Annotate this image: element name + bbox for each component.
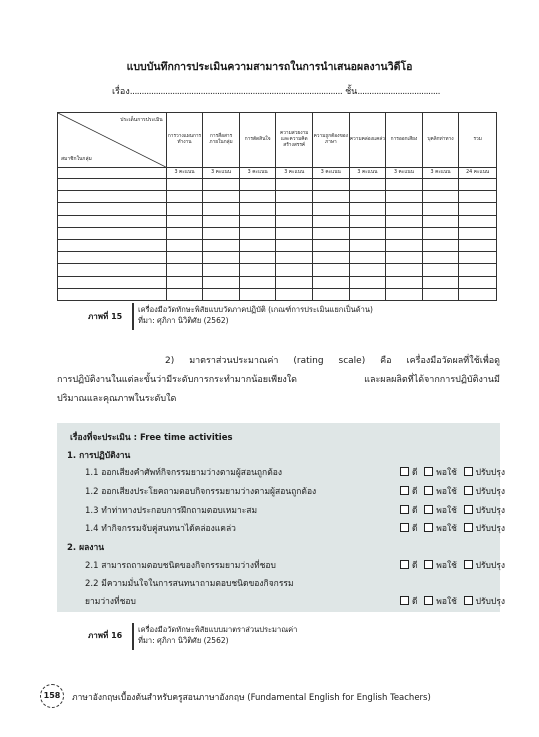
form-topic: เรื่องที่จะประเมิน : Free time activities xyxy=(70,433,233,443)
criterion-header: ความสวยงามและความคิดสร้างสรรค์ xyxy=(276,113,313,168)
criterion-header: การวางแผนการทำงาน xyxy=(166,113,203,168)
checkbox[interactable] xyxy=(400,560,409,569)
checkbox[interactable] xyxy=(424,486,433,495)
class-label: ชั้น xyxy=(345,87,358,97)
checkbox[interactable] xyxy=(400,505,409,514)
page-number: 158 xyxy=(40,684,64,708)
checkbox[interactable] xyxy=(400,486,409,495)
section-heading: 1. การปฏิบัติงาน xyxy=(67,451,131,461)
figure-16-label: ภาพที่ 16 xyxy=(88,631,123,640)
criterion-header: รวม xyxy=(459,113,497,168)
subject-blank: .......................................................................................... xyxy=(129,87,343,97)
rating-options: ดี พอใช้ ปรับปรุง xyxy=(400,558,509,572)
checkbox[interactable] xyxy=(464,467,473,476)
table-row xyxy=(58,264,497,276)
checkbox[interactable] xyxy=(464,596,473,605)
checkbox[interactable] xyxy=(424,560,433,569)
score-cell: 3 คะแนน xyxy=(386,168,423,179)
criterion-header: ความคล่องแคล่ว xyxy=(349,113,386,168)
figure-15-caption xyxy=(138,305,373,327)
checkbox[interactable] xyxy=(424,467,433,476)
checkbox[interactable] xyxy=(400,596,409,605)
form-item-continued: ยามว่างที่ชอบ xyxy=(85,597,136,607)
checkbox[interactable] xyxy=(424,523,433,532)
members-axis-label: สมาชิกในกลุ่ม xyxy=(61,155,92,162)
table-row xyxy=(58,179,497,191)
checkbox[interactable] xyxy=(464,523,473,532)
form-item: 1.1 ออกเสียงคำศัพท์กิจกรรมยามว่างตามผู้สอนถูกต้อง xyxy=(85,468,282,478)
criterion-header: ความถูกต้องของภาษา xyxy=(313,113,350,168)
figure-16-caption xyxy=(138,625,297,647)
rubric-score-row xyxy=(58,168,497,179)
rating-options: ดี พอใช้ ปรับปรุง xyxy=(400,503,509,517)
form-item: 1.2 ออกเสียงประโยคถามตอบกิจกรรมยามว่างตามผู้สอนถูกต้อง xyxy=(85,487,317,497)
score-cell: 3 คะแนน xyxy=(203,168,240,179)
figure-16-source: ที่มา: ศุภิกา นิวิติศัย (2562) xyxy=(138,635,229,645)
checkbox[interactable] xyxy=(400,467,409,476)
rating-options: ดี พอใช้ ปรับปรุง xyxy=(400,465,509,479)
checkbox[interactable] xyxy=(464,560,473,569)
figure-16-caption-text: เครื่องมือวัดทักษะพิสัยแบบมาตราส่วนประมาณค่า xyxy=(138,625,298,634)
caption-bar xyxy=(132,303,134,330)
criterion-header: บุคลิกท่าทาง xyxy=(422,113,459,168)
table-row xyxy=(58,203,497,215)
score-cell: 3 คะแนน xyxy=(313,168,350,179)
rating-options: ดี พอใช้ ปรับปรุง xyxy=(400,521,509,535)
rubric-table xyxy=(57,112,497,301)
rating-options: ดี พอใช้ ปรับปรุง xyxy=(400,594,509,608)
criterion-header: การสื่อสารภายในกลุ่ม xyxy=(203,113,240,168)
checkbox[interactable] xyxy=(400,523,409,532)
score-cell: 3 คะแนน xyxy=(349,168,386,179)
caption-bar xyxy=(132,623,134,650)
form-item: 1.3 ทำท่าทางประกอบการฝึกถามตอบเหมาะสม xyxy=(85,506,258,516)
table-row xyxy=(58,215,497,227)
rating-scale-form xyxy=(57,423,506,612)
paragraph-line: 2) มาตราส่วนประมาณค่า (rating scale) คือ เครื่องมือวัดผลที่ใช้เพื่อดู xyxy=(165,356,500,366)
score-cell: 3 คะแนน xyxy=(276,168,313,179)
figure-15-caption-text: เครื่องมือวัดทักษะพิสัยแบบวัดภาคปฏิบัติ (เกณฑ์การประเมินแยกเป็นด้าน) xyxy=(138,305,373,314)
form-item: 1.4 ทำกิจกรรมจับคู่สนทนาได้คล่องแคล่ว xyxy=(85,524,236,534)
score-cell xyxy=(58,168,167,179)
table-row xyxy=(58,227,497,239)
score-cell: 3 คะแนน xyxy=(239,168,276,179)
score-cell: 3 คะแนน xyxy=(422,168,459,179)
table-row xyxy=(58,252,497,264)
score-cell: 3 คะแนน xyxy=(166,168,203,179)
table-row xyxy=(58,288,497,300)
class-blank: ................................... xyxy=(357,87,440,97)
checkbox[interactable] xyxy=(464,505,473,514)
score-cell: 24 คะแนน xyxy=(459,168,497,179)
checkbox[interactable] xyxy=(424,596,433,605)
criterion-header: การตัดสินใจ xyxy=(239,113,276,168)
form-item: 2.2 มีความมั่นใจในการสนทนาถามตอบชนิดของกิจกรรม xyxy=(85,579,294,589)
running-footer: ภาษาอังกฤษเบื้องต้นสำหรับครูสอนภาษาอังกฤษ (Fundamental English for English Teachers) xyxy=(72,693,431,703)
section-heading: 2. ผลงาน xyxy=(67,543,105,553)
subject-label: เรื่อง xyxy=(112,87,130,97)
rating-options: ดี พอใช้ ปรับปรุง xyxy=(400,484,509,498)
page-title: แบบบันทึกการประเมินความสามารถในการนำเสนอผลงานวิดีโอ xyxy=(126,61,413,73)
table-row xyxy=(58,276,497,288)
criteria-axis-label: ประเด็นการประเมิน xyxy=(120,117,163,123)
subject-line xyxy=(112,84,440,98)
rubric-corner-cell xyxy=(58,113,167,168)
checkbox[interactable] xyxy=(464,486,473,495)
table-row xyxy=(58,191,497,203)
criterion-header: การออกเสียง xyxy=(386,113,423,168)
figure-15-label: ภาพที่ 15 xyxy=(88,312,123,321)
rubric-header-row xyxy=(58,113,497,168)
table-row xyxy=(58,239,497,251)
paragraph-line: การปฏิบัติงานในแต่ละขั้นว่ามีระดับการกระทำมากน้อยเพียงใด และผลผลิตที่ได้จากการปฏิบัติงานมี xyxy=(57,375,500,385)
paragraph-line: ปริมาณและคุณภาพในระดับใด xyxy=(57,394,177,404)
checkbox[interactable] xyxy=(424,505,433,514)
body-paragraph xyxy=(57,352,500,409)
figure-15-source: ที่มา: ศุภิกา นิวิติศัย (2562) xyxy=(138,315,229,325)
form-item: 2.1 สามารถถามตอบชนิดของกิจกรรมยามว่างที่ชอบ xyxy=(85,561,276,571)
